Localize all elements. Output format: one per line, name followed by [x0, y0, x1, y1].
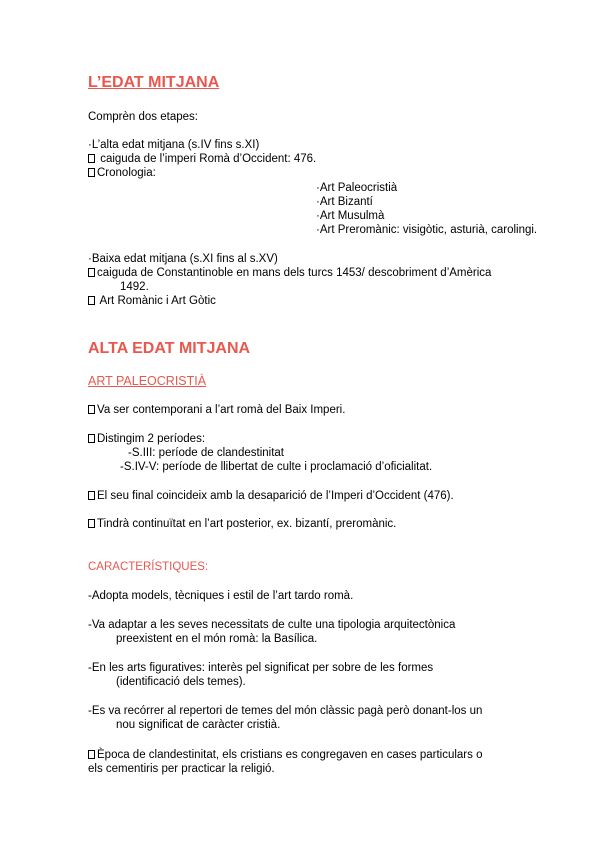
characteristic-item: -Adopta models, tècniques i estil de l’art tardo romà.	[88, 590, 354, 602]
subsection-title: ART PALEOCRISTIÀ	[88, 374, 207, 388]
characteristic-item	[88, 748, 482, 762]
alta-caiguda-text: caiguda de l’imperi Romà d’Occident: 476.	[97, 153, 317, 165]
bullet-box-icon	[88, 268, 95, 277]
point-text: Va ser contemporani a l’art romà del Baix Imperi.	[97, 404, 346, 416]
intro-text: Comprèn dos etapes:	[88, 111, 198, 123]
characteristic-continuation: els cementiris per practicar la religió.	[88, 763, 275, 775]
baixa-art-text: Art Romànic i Art Gòtic	[97, 295, 216, 307]
characteristic-continuation: nou significat de caràcter cristià.	[116, 719, 281, 731]
baixa-caiguda-text: caiguda de Constantinoble en mans dels turcs 1453/ descobriment d’Amèrica	[97, 267, 492, 279]
art-list-item: ·Art Paleocristià	[316, 182, 398, 194]
alta-cronologia-text: Cronologia:	[97, 167, 156, 179]
point-text: Tindrà continuïtat en l’art posterior, ex. bizantí, preromànic.	[97, 518, 397, 530]
point-item	[88, 432, 205, 446]
art-list-item: ·Art Musulmà	[316, 210, 385, 222]
baixa-line: ·Baixa edat mitjana (s.XI fins al s.XV)	[88, 253, 278, 265]
baixa-art-item	[88, 294, 216, 308]
alta-cronologia-item	[88, 166, 156, 180]
art-list-item: ·Art Bizantí	[316, 196, 373, 208]
baixa-year: 1492.	[120, 281, 149, 293]
bullet-box-icon	[88, 154, 95, 163]
characteristic-item: -En les arts figuratives: interès pel significat per sobre de les formes	[88, 662, 434, 674]
point-text: El seu final coincideix amb la desaparició de l’Imperi d’Occident (476).	[97, 490, 454, 502]
characteristic-item: -Es va recórrer al repertori de temes del món clàssic pagà però donant-los un	[88, 705, 483, 717]
characteristic-text: Època de clandestinitat, els cristians es congregaven en cases particulars o	[97, 749, 483, 761]
bullet-box-icon	[88, 405, 95, 414]
section-title: ALTA EDAT MITJANA	[88, 340, 251, 357]
characteristic-continuation: preexistent en el món romà: la Basílica.	[116, 633, 318, 645]
alta-caiguda-item	[88, 152, 316, 166]
alta-line: ·L’alta edat mitjana (s.IV fins s.XI)	[88, 139, 260, 151]
period-item: -S.IV-V: període de llibertat de culte i proclamació d’oficialitat.	[120, 461, 433, 473]
point-item	[88, 517, 396, 531]
bullet-box-icon	[88, 519, 95, 528]
bullet-box-icon	[88, 491, 95, 500]
characteristics-title: CARACTERÍSTIQUES:	[88, 561, 209, 573]
bullet-box-icon	[88, 434, 95, 443]
point-text: Distingim 2 períodes:	[97, 433, 206, 445]
period-item: -S.III: període de clandestinitat	[128, 447, 284, 459]
baixa-caiguda-item	[88, 266, 491, 280]
point-item	[88, 403, 345, 417]
art-list-item: ·Art Preromànic: visigòtic, asturià, carolingi.	[316, 224, 538, 236]
bullet-box-icon	[88, 750, 95, 759]
characteristic-item: -Va adaptar a les seves necessitats de culte una tipologia arquitectònica	[88, 619, 456, 631]
bullet-box-icon	[88, 296, 95, 305]
page-title: L’EDAT MITJANA	[88, 74, 220, 91]
characteristic-continuation: (identificació dels temes).	[116, 676, 246, 688]
point-item	[88, 489, 454, 503]
bullet-box-icon	[88, 168, 95, 177]
